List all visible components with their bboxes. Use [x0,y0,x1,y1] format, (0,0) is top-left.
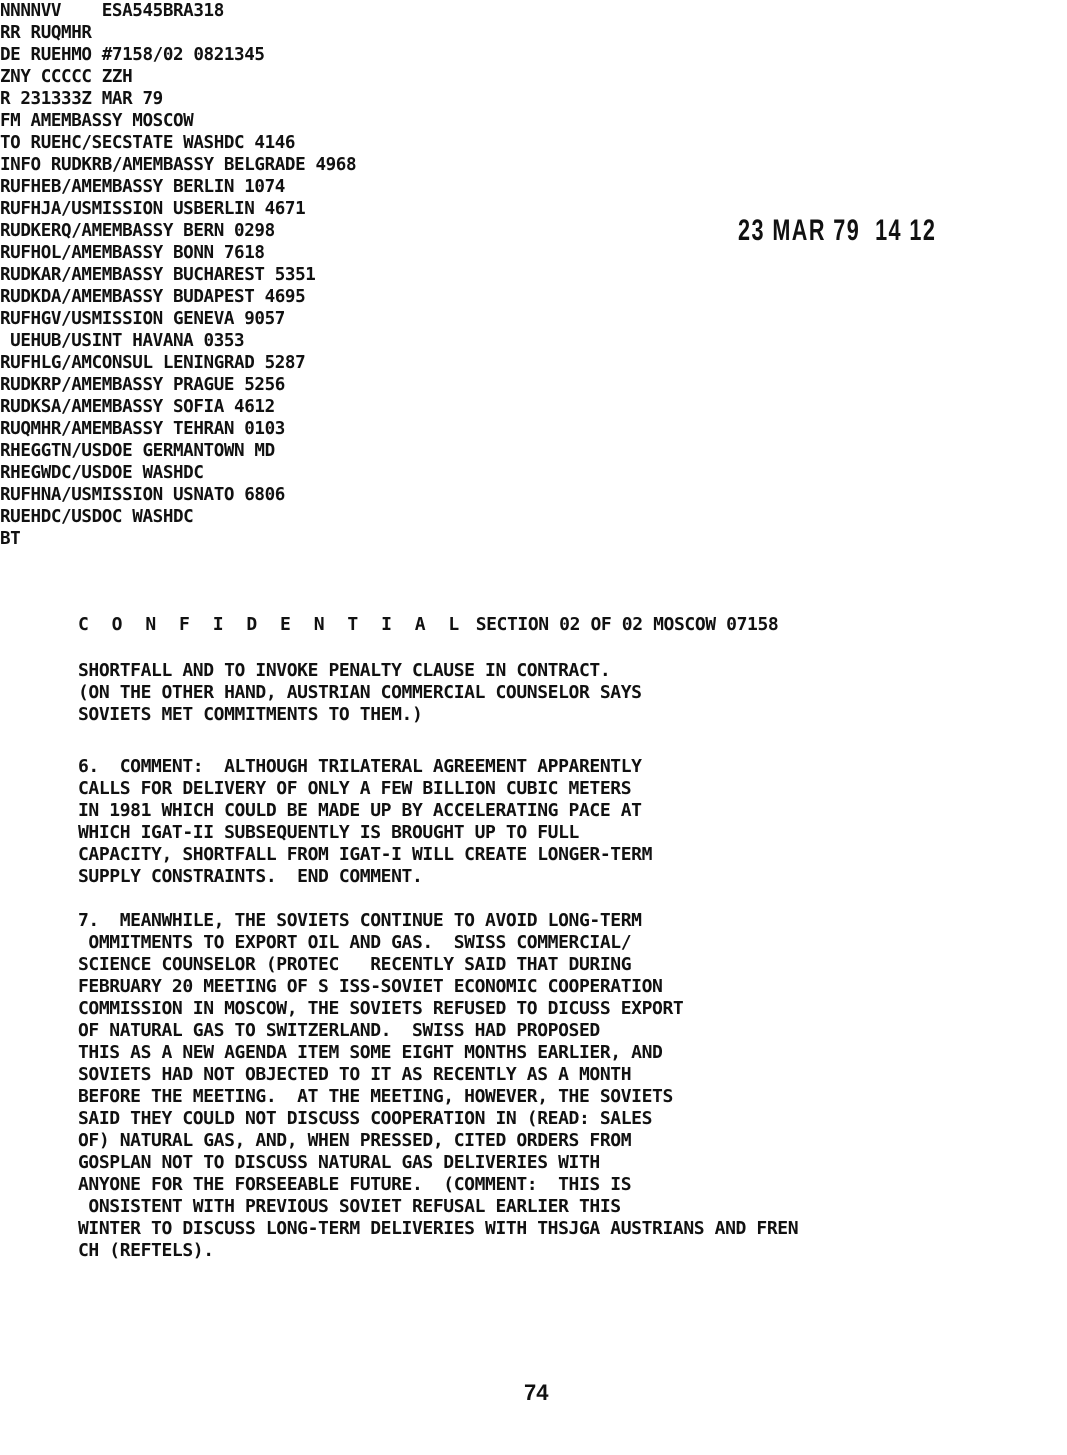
header-line: RUFHNA/USMISSION USNATO 6806 [0,484,285,505]
header-line: RUFHJA/USMISSION USBERLIN 4671 [0,198,306,219]
text-line: CAPACITY, SHORTFALL FROM IGAT-I WILL CREATE LONGER-TERM [78,844,653,865]
classification-row [78,614,778,636]
cable-routing-header [0,0,1067,550]
header-line: RUEHDC/USDOC WASHDC [0,506,194,527]
header-line: BT [0,528,21,549]
header-line: RUFHOL/AMEMBASSY BONN 7618 [0,242,265,263]
classification-line [78,614,778,636]
header-line: RUDKDA/AMEMBASSY BUDAPEST 4695 [0,286,306,307]
header-line: DE RUEHMO #7158/02 0821345 [0,44,265,65]
header-line: RUDKSA/AMEMBASSY SOFIA 4612 [0,396,275,417]
header-line: RUDKERQ/AMEMBASSY BERN 0298 [0,220,275,241]
header-line: RUDKAR/AMEMBASSY BUCHAREST 5351 [0,264,316,285]
header-line: TO RUEHC/SECSTATE WASHDC 4146 [0,132,296,153]
date-time-stamp: 23 MAR 79 14 12 [738,214,937,247]
text-line: CH (REFTELS). [78,1240,214,1261]
header-line: RUFHGV/USMISSION GENEVA 9057 [0,308,285,329]
header-line: UEHUB/USINT HAVANA 0353 [0,330,245,351]
text-line: (ON THE OTHER HAND, AUSTRIAN COMMERCIAL COUNSELOR SAYS [78,682,642,703]
header-line: NNNNVV ESA545BRA318 [0,0,224,21]
text-line: OF) NATURAL GAS, AND, WHEN PRESSED, CITED ORDERS FROM [78,1130,632,1151]
text-line: 7. MEANWHILE, THE SOVIETS CONTINUE TO AVOID LONG-TERM [78,910,642,931]
header-line: RR RUQMHR [0,22,92,43]
text-line: THIS AS A NEW AGENDA ITEM SOME EIGHT MONTHS EARLIER, AND [78,1042,663,1063]
text-line: OMMITMENTS TO EXPORT OIL AND GAS. SWISS COMMERCIAL/ [78,932,632,953]
text-line: SUPPLY CONSTRAINTS. END COMMENT. [78,866,423,887]
header-line: RUFHEB/AMEMBASSY BERLIN 1074 [0,176,285,197]
paragraph-continuation [78,660,642,726]
text-line: SAID THEY COULD NOT DISCUSS COOPERATION IN (READ: SALES [78,1108,653,1129]
text-line: SCIENCE COUNSELOR (PROTEC RECENTLY SAID THAT DURING [78,954,632,975]
paragraph-6 [78,756,652,888]
text-line: ANYONE FOR THE FORSEEABLE FUTURE. (COMMENT: THIS IS [78,1174,632,1195]
text-line: OF NATURAL GAS TO SWITZERLAND. SWISS HAD PROPOSED [78,1020,600,1041]
page-number: 74 [524,1380,549,1405]
header-line: RUDKRP/AMEMBASSY PRAGUE 5256 [0,374,285,395]
text-line: CALLS FOR DELIVERY OF ONLY A FEW BILLION CUBIC METERS [78,778,632,799]
text-line: SOVIETS MET COMMITMENTS TO THEM.) [78,704,423,725]
text-line: WINTER TO DISCUSS LONG-TERM DELIVERIES WITH THSJGA AUSTRIANS AND FREN [78,1218,799,1239]
classification-label: C O N F I D E N T I A L [78,614,466,635]
text-line: 6. COMMENT: ALTHOUGH TRILATERAL AGREEMENT APPARENTLY [78,756,642,777]
text-line: FEBRUARY 20 MEETING OF S ISS-SOVIET ECONOMIC COOPERATION [78,976,663,997]
text-line: WHICH IGAT-II SUBSEQUENTLY IS BROUGHT UP TO FULL [78,822,579,843]
text-line: IN 1981 WHICH COULD BE MADE UP BY ACCELERATING PACE AT [78,800,642,821]
header-line: RUFHLG/AMCONSUL LENINGRAD 5287 [0,352,306,373]
text-line: GOSPLAN NOT TO DISCUSS NATURAL GAS DELIVERIES WITH [78,1152,600,1173]
text-line: SOVIETS HAD NOT OBJECTED TO IT AS RECENTLY AS A MONTH [78,1064,632,1085]
section-marker: SECTION 02 OF 02 MOSCOW 07158 [475,614,779,635]
header-line: FM AMEMBASSY MOSCOW [0,110,194,131]
text-line: COMMISSION IN MOSCOW, THE SOVIETS REFUSED TO DICUSS EXPORT [78,998,684,1019]
paragraph-7 [78,910,798,1262]
text-line: SHORTFALL AND TO INVOKE PENALTY CLAUSE IN CONTRACT. [78,660,611,681]
header-line: RHEGGTN/USDOE GERMANTOWN MD [0,440,275,461]
header-line: R 231333Z MAR 79 [0,88,163,109]
text-line: BEFORE THE MEETING. AT THE MEETING, HOWEVER, THE SOVIETS [78,1086,673,1107]
text-line: ONSISTENT WITH PREVIOUS SOVIET REFUSAL EARLIER THIS [78,1196,621,1217]
header-line: RHEGWDC/USDOE WASHDC [0,462,204,483]
header-line: ZNY CCCCC ZZH [0,66,133,87]
header-line: INFO RUDKRB/AMEMBASSY BELGRADE 4968 [0,154,357,175]
header-line: RUQMHR/AMEMBASSY TEHRAN 0103 [0,418,285,439]
